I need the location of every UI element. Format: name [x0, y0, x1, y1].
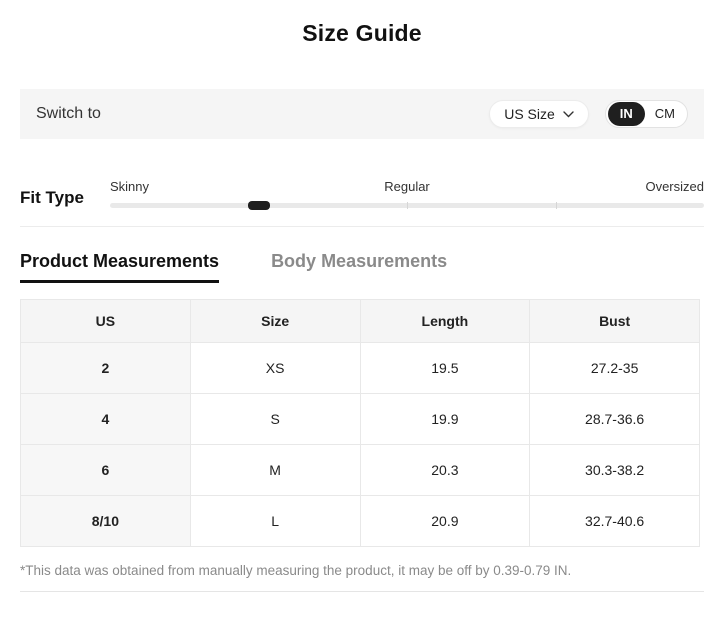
fit-type-label: Fit Type: [20, 188, 84, 207]
cell-length: 20.9: [360, 496, 530, 547]
cell-size: L: [190, 496, 360, 547]
unit-option-cm[interactable]: CM: [654, 106, 675, 121]
fit-type-scale-labels: [110, 179, 704, 194]
cell-us: 2: [21, 343, 191, 394]
table-row: [21, 394, 700, 445]
cell-length: 19.5: [360, 343, 530, 394]
table-row: [21, 445, 700, 496]
chevron-down-icon: [563, 111, 574, 118]
column-header-bust: Bust: [530, 300, 700, 343]
cell-us: 8/10: [21, 496, 191, 547]
fit-type-indicator: [248, 201, 270, 210]
tab-body-measurements[interactable]: Body Measurements: [271, 251, 448, 271]
column-header-length: Length: [360, 300, 530, 343]
cell-us: 4: [21, 394, 191, 445]
tab-product-measurements[interactable]: Product Measurements: [20, 251, 219, 283]
unit-option-in[interactable]: IN: [608, 102, 645, 126]
table-row: [21, 496, 700, 547]
cell-length: 19.9: [360, 394, 530, 445]
fit-scale-label-regular: Regular: [384, 179, 430, 194]
table-header-row: [21, 300, 700, 343]
size-system-dropdown[interactable]: [489, 100, 589, 128]
fit-type-section: [20, 179, 704, 208]
cell-length: 20.3: [360, 445, 530, 496]
unit-toggle: [605, 100, 688, 128]
measurement-disclaimer: *This data was obtained from manually measuring the product, it may be off by 0.39-0.79 IN.: [20, 563, 572, 578]
column-header-size: Size: [190, 300, 360, 343]
cell-size: M: [190, 445, 360, 496]
fit-type-scale: [110, 179, 704, 208]
fit-scale-label-oversized: Oversized: [645, 179, 704, 194]
bottom-divider: [20, 591, 704, 592]
page-title: Size Guide: [302, 20, 422, 46]
switch-controls: [489, 100, 688, 128]
cell-size: S: [190, 394, 360, 445]
cell-bust: 32.7-40.6: [530, 496, 700, 547]
fit-scale-label-skinny: Skinny: [110, 179, 150, 194]
size-table: [20, 299, 700, 547]
cell-bust: 27.2-35: [530, 343, 700, 394]
size-system-dropdown-value: US Size: [504, 106, 555, 122]
cell-us: 6: [21, 445, 191, 496]
size-guide-page: [0, 20, 724, 592]
switch-to-label: Switch to: [36, 105, 101, 122]
section-divider: [20, 226, 704, 227]
measurement-tabs: [20, 251, 704, 283]
fit-track-tick-mid: [407, 202, 408, 209]
switch-bar: [20, 89, 704, 139]
cell-size: XS: [190, 343, 360, 394]
cell-bust: 28.7-36.6: [530, 394, 700, 445]
fit-type-track: [110, 203, 704, 208]
column-header-us: US: [21, 300, 191, 343]
fit-track-tick-threequarter: [556, 202, 557, 209]
table-row: [21, 343, 700, 394]
cell-bust: 30.3-38.2: [530, 445, 700, 496]
